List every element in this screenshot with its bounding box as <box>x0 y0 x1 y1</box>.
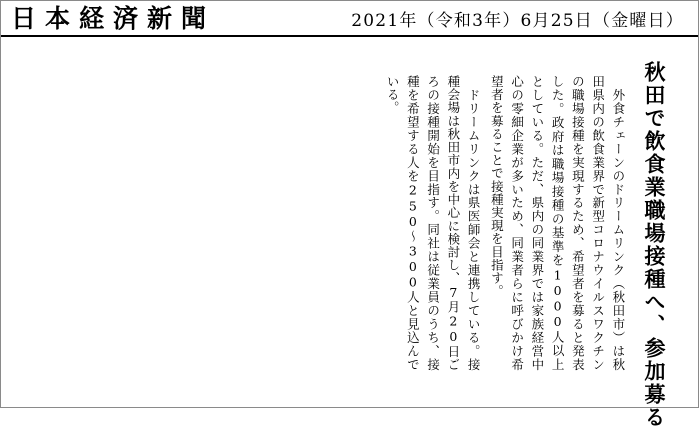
article-body <box>1 39 698 429</box>
article-paragraph: 外食チェーンのドリームリンク（秋田市）は秋田県内の飲食業界で新型コロナウイルスワクチンの職場接種を実現するため、希望者を募ると発表した。政府は職場接種の基準を1000人以上としている。ただ、県内の同業界では家族経営中心の零細企業が多いため、同業者らに呼びかけ希望者を募ることで接種実現を目指す。 <box>489 75 626 371</box>
publication-date: 2021年（令和3年）6月25日（金曜日） <box>351 10 684 31</box>
masthead <box>1 1 698 37</box>
article-columns <box>379 61 628 371</box>
article-headline: 秋田で飲食業職場接種へ、参加募る <box>642 61 667 429</box>
paper-title: 日本経済新聞 <box>11 4 216 33</box>
article-paragraph: ドリームリンクは県医師会と連携している。接種会場は秋田市内を中心に検討し、7月20日ごろの接種開始を目指す。同社は従業員のうち、接種を希望する人を250～300人と見込んでいる。 <box>385 75 482 371</box>
